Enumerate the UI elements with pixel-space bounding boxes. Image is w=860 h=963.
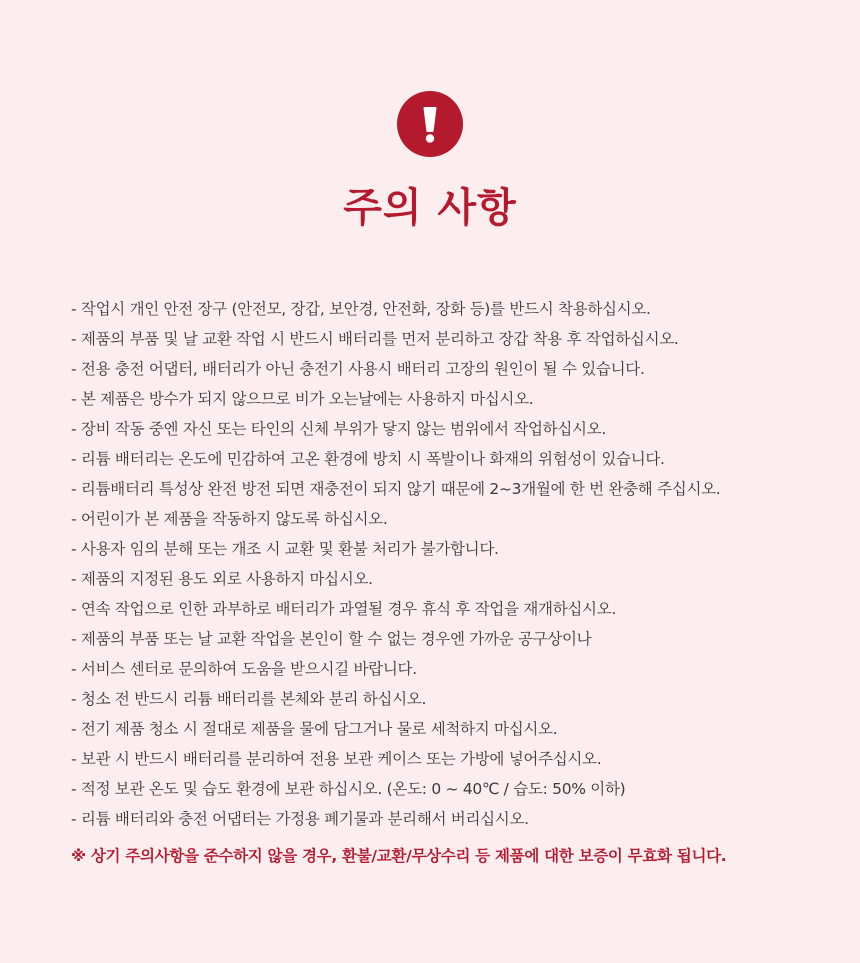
notice-item: - 서비스 센터로 문의하여 도움을 받으시길 바랍니다. bbox=[71, 660, 417, 678]
notice-item: - 제품의 부품 및 날 교환 작업 시 반드시 배터리를 먼저 분리하고 장갑 착용 후 작업하십시오. bbox=[71, 330, 679, 348]
notice-list bbox=[71, 294, 720, 834]
notice-item: - 본 제품은 방수가 되지 않으므로 비가 오는날에는 사용하지 마십시오. bbox=[71, 390, 534, 408]
notice-item: - 리튬 배터리와 충전 어댑터는 가정용 폐기물과 분리해서 버리십시오. bbox=[71, 810, 529, 828]
notice-item: - 작업시 개인 안전 장구 (안전모, 장갑, 보안경, 안전화, 장화 등)를 반드시 착용하십시오. bbox=[71, 300, 651, 318]
notice-item: - 청소 전 반드시 리튬 배터리를 본체와 분리 하십시오. bbox=[71, 690, 427, 708]
notice-item: - 제품의 지정된 용도 외로 사용하지 마십시오. bbox=[71, 570, 373, 588]
notice-item: - 적정 보관 온도 및 습도 환경에 보관 하십시오. (온도: 0 ~ 40℃ / 습도: 50% 이하) bbox=[71, 780, 626, 798]
notice-item: - 어린이가 본 제품을 작동하지 않도록 하십시오. bbox=[71, 510, 388, 528]
notice-item: - 리튬 배터리는 온도에 민감하여 고온 환경에 방치 시 폭발이나 화재의 위험성이 있습니다. bbox=[71, 450, 665, 468]
page-title: 주의 사항 bbox=[343, 185, 517, 231]
notice-item: - 제품의 부품 또는 날 교환 작업을 본인이 할 수 없는 경우엔 가까운 공구상이나 bbox=[71, 630, 592, 648]
notice-item: - 보관 시 반드시 배터리를 분리하여 전용 보관 케이스 또는 가방에 넣어주십시오. bbox=[71, 750, 602, 768]
notice-item: - 리튬배터리 특성상 완전 방전 되면 재충전이 되지 않기 때문에 2~3개월에 한 번 완충해 주십시오. bbox=[71, 480, 721, 498]
notice-item: - 전기 제품 청소 시 절대로 제품을 물에 담그거나 물로 세척하지 마십시오. bbox=[71, 720, 558, 738]
notice-item: - 장비 작동 중엔 자신 또는 타인의 신체 부위가 닿지 않는 범위에서 작업하십시오. bbox=[71, 420, 606, 438]
warranty-warning: ※ 상기 주의사항을 준수하지 않을 경우, 환불/교환/무상수리 등 제품에 대한 보증이 무효화 됩니다. bbox=[71, 847, 727, 865]
notice-item: - 사용자 임의 분해 또는 개조 시 교환 및 환불 처리가 불가합니다. bbox=[71, 540, 499, 558]
notice-item: - 전용 충전 어댑터, 배터리가 아닌 충전기 사용시 배터리 고장의 원인이 될 수 있습니다. bbox=[71, 360, 645, 378]
exclamation-circle-icon bbox=[397, 91, 463, 157]
notice-item: - 연속 작업으로 인한 과부하로 배터리가 과열될 경우 휴식 후 작업을 재개하십시오. bbox=[71, 600, 617, 618]
